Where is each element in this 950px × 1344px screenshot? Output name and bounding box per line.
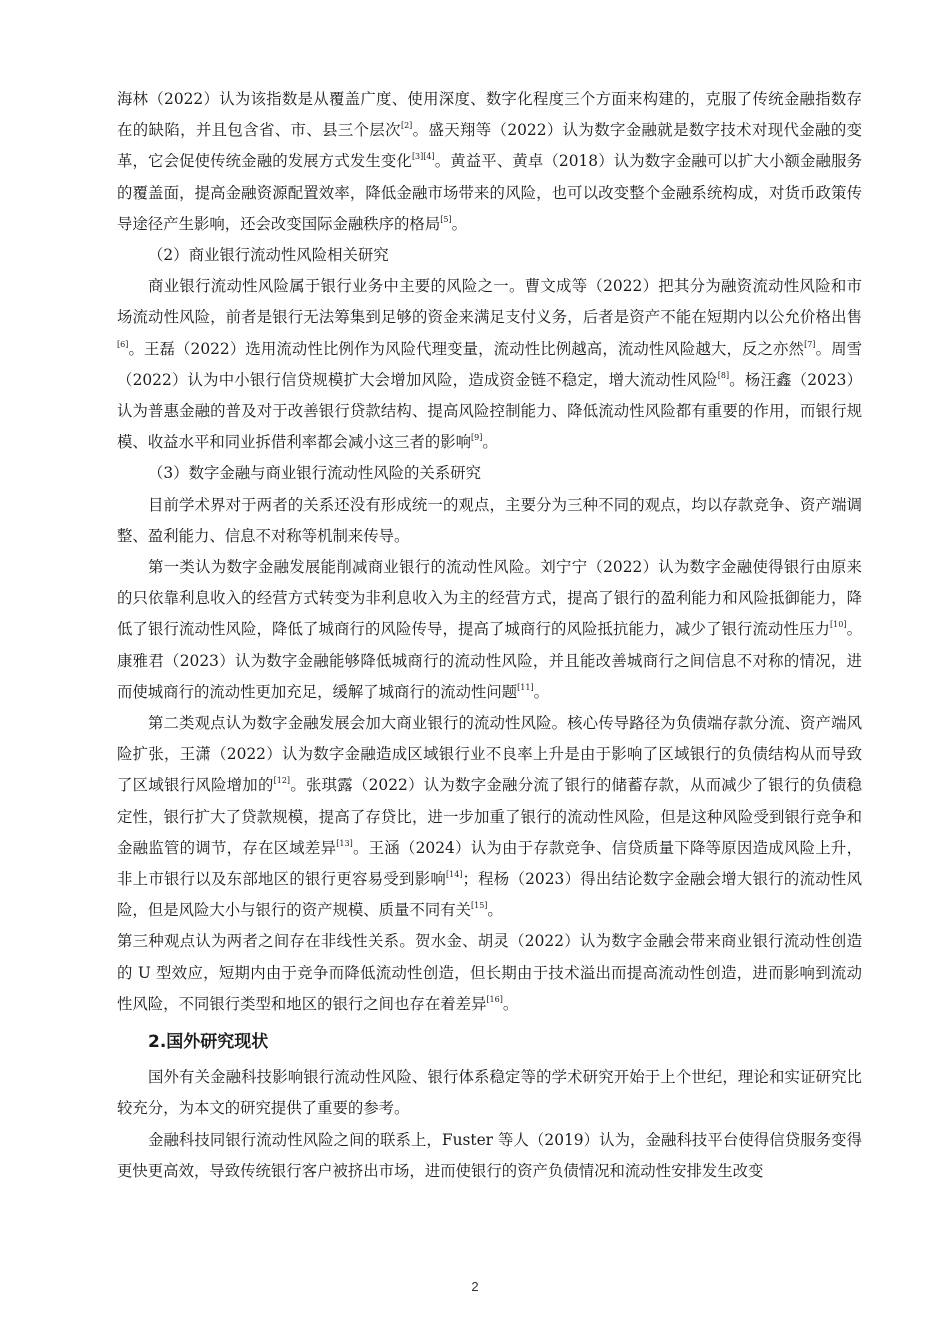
text-run: 。杨汪鑫（2023）认为普惠金融的普及对于改善银行贷款结构、提高风险控制能力、降低流动性风险都有重要的作用，而银行规模、收益水平和同业拆借利率都会减小这三者的影响 [117, 370, 863, 452]
text-run: 。 [533, 682, 549, 701]
text-run: 。盛天翔等（2022）认为数字金融就是数字技术对现代金融的变革，它会促使传统金融的发展方式发生变化 [117, 121, 862, 171]
text-run: （3）数字金融与商业银行流动性风险的关系研究 [148, 464, 481, 483]
section-heading: 2.国外研究现状 [148, 1032, 269, 1053]
citation-marker: [11] [517, 682, 534, 692]
text-run: 。张琪露（2022）认为数字金融分流了银行的储蓄存款，从而减少了银行的负债稳定性，银行扩大了贷款规模，提高了存贷比，进一步加重了银行的流动性风险，但是这种风险受到银行竞争和金融监管的调节，存在区域差异 [117, 776, 862, 857]
text-run: 第三种观点认为两者之间存在非线性关系。贺水金、胡灵（2022）认为数字金融会带来商业银行流动性创造的 U 型效应，短期内由于竞争而降低流动性创造，但长期由于技术溢出而提高流动性创造，进而影响到流动性风险，不同银行类型和地区的银行之间也存在着差异 [117, 932, 862, 1013]
body-text-before [117, 84, 862, 1020]
body-text-after [117, 1062, 862, 1187]
citation-marker: [14] [446, 870, 463, 880]
text-run: 。康雅君（2023）认为数字金融能够降低城商行的流动性风险，并且能改善城商行之间信息不对称的情况，进而使城商行的流动性更加充足，缓解了城商行的流动性问题 [117, 620, 862, 701]
text-run: （2）商业银行流动性风险相关研究 [148, 246, 389, 265]
paragraph [117, 1062, 862, 1124]
citation-marker: [3][4] [411, 152, 435, 162]
paragraph [117, 926, 862, 1020]
text-run: 第二类观点认为数字金融发展会加大商业银行的流动性风险。核心传导路径为负债端存款分流、资产端风险扩张，王潇（2022）认为数字金融造成区域银行业不良率上升是由于影响了区域银行的负债结构从而导致了区域银行风险增加的 [117, 714, 862, 795]
citation-marker: [9] [471, 433, 483, 443]
text-run: 。黄益平、黄卓（2018）认为数字金融可以扩大小额金融服务的覆盖面，提高金融资源配置效率，降低金融市场带来的风险，也可以改变整个金融系统构成，对货币政策传导途径产生影响，还会改变国际金融秩序的格局 [117, 152, 862, 233]
paragraph [117, 490, 862, 552]
paragraph [117, 708, 862, 926]
citation-marker: [10] [830, 620, 847, 630]
text-run: 。 [482, 433, 498, 452]
text-run: 。 [487, 901, 503, 920]
citation-marker: [6] [117, 339, 129, 349]
citation-marker: [13] [336, 838, 353, 848]
citation-marker: [7] [804, 339, 816, 349]
subsection-heading [117, 240, 862, 271]
text-run: 。王涵（2024）认为由于存款竞争、信贷质量下降等原因造成风险上升，非上市银行以及东部地区的银行更容易受到影响 [117, 838, 862, 889]
subsection-heading [117, 458, 862, 489]
paragraph [117, 552, 862, 708]
text-run: 第一类认为数字金融发展能削减商业银行的流动性风险。刘宁宁（2022）认为数字金融使得银行由原来的只依靠利息收入的经营方式转变为非利息收入为主的经营方式，提高了银行的盈利能力和风险抵御能力，降低了银行流动性风险，降低了城商行的风险传导，提高了城商行的风险抵抗能力，减少了银行流动性压力 [117, 558, 862, 639]
text-run: 海林（2022）认为该指数是从覆盖广度、使用深度、数字化程度三个方面来构建的，克服了传统金融指数存在的缺陷，并且包含省、市、县三个层次 [117, 90, 862, 140]
text-run: 。王磊（2022）选用流动性比例作为风险代理变量，流动性比例越高，流动性风险越大，反之亦然 [128, 339, 805, 358]
text-run: 目前学术界对于两者的关系还没有形成统一的观点，主要分为三种不同的观点，均以存款竞争、资产端调整、盈利能力、信息不对称等机制来传导。 [117, 495, 862, 545]
citation-marker: [8] [717, 370, 730, 380]
paragraph [117, 1125, 862, 1187]
citation-marker: [5] [440, 214, 452, 224]
text-run: 国外有关金融科技影响银行流动性风险、银行体系稳定等的学术研究开始于上个世纪，理论和实证研究比较充分，为本文的研究提供了重要的参考。 [117, 1068, 862, 1118]
text-run: 。 [451, 214, 467, 233]
page-number: 2 [471, 1279, 479, 1294]
paragraph [117, 84, 862, 240]
text-run: 。 [502, 994, 519, 1013]
citation-marker: [16] [486, 994, 503, 1004]
text-run: ；程杨（2023）得出结论数字金融会增大银行的流动性风险，但是风险大小与银行的资产规模、质量不同有关 [117, 870, 862, 920]
text-run: 商业银行流动性风险属于银行业务中主要的风险之一。曹文成等（2022）把其分为融资流动性风险和市场流动性风险，前者是银行无法筹集到足够的资金来满足支付义务，后者是资产不能在短期内以公允价格出售 [117, 277, 862, 327]
citation-marker: [2] [400, 121, 413, 131]
citation-marker: [15] [471, 901, 488, 911]
paragraph [117, 271, 862, 458]
text-run: 金融科技同银行流动性风险之间的联系上，Fuster 等人（2019）认为，金融科技平台使得信贷服务变得更快更高效，导致传统银行客户被挤出市场，进而使银行的资产负债情况和流动性安排发生改变 [117, 1130, 862, 1180]
paper-page [117, 84, 862, 1187]
text-run: 。周雪（2022）认为中小银行信贷规模扩大会增加风险，造成资金链不稳定，增大流动性风险 [117, 339, 862, 389]
citation-marker: [12] [273, 776, 291, 786]
